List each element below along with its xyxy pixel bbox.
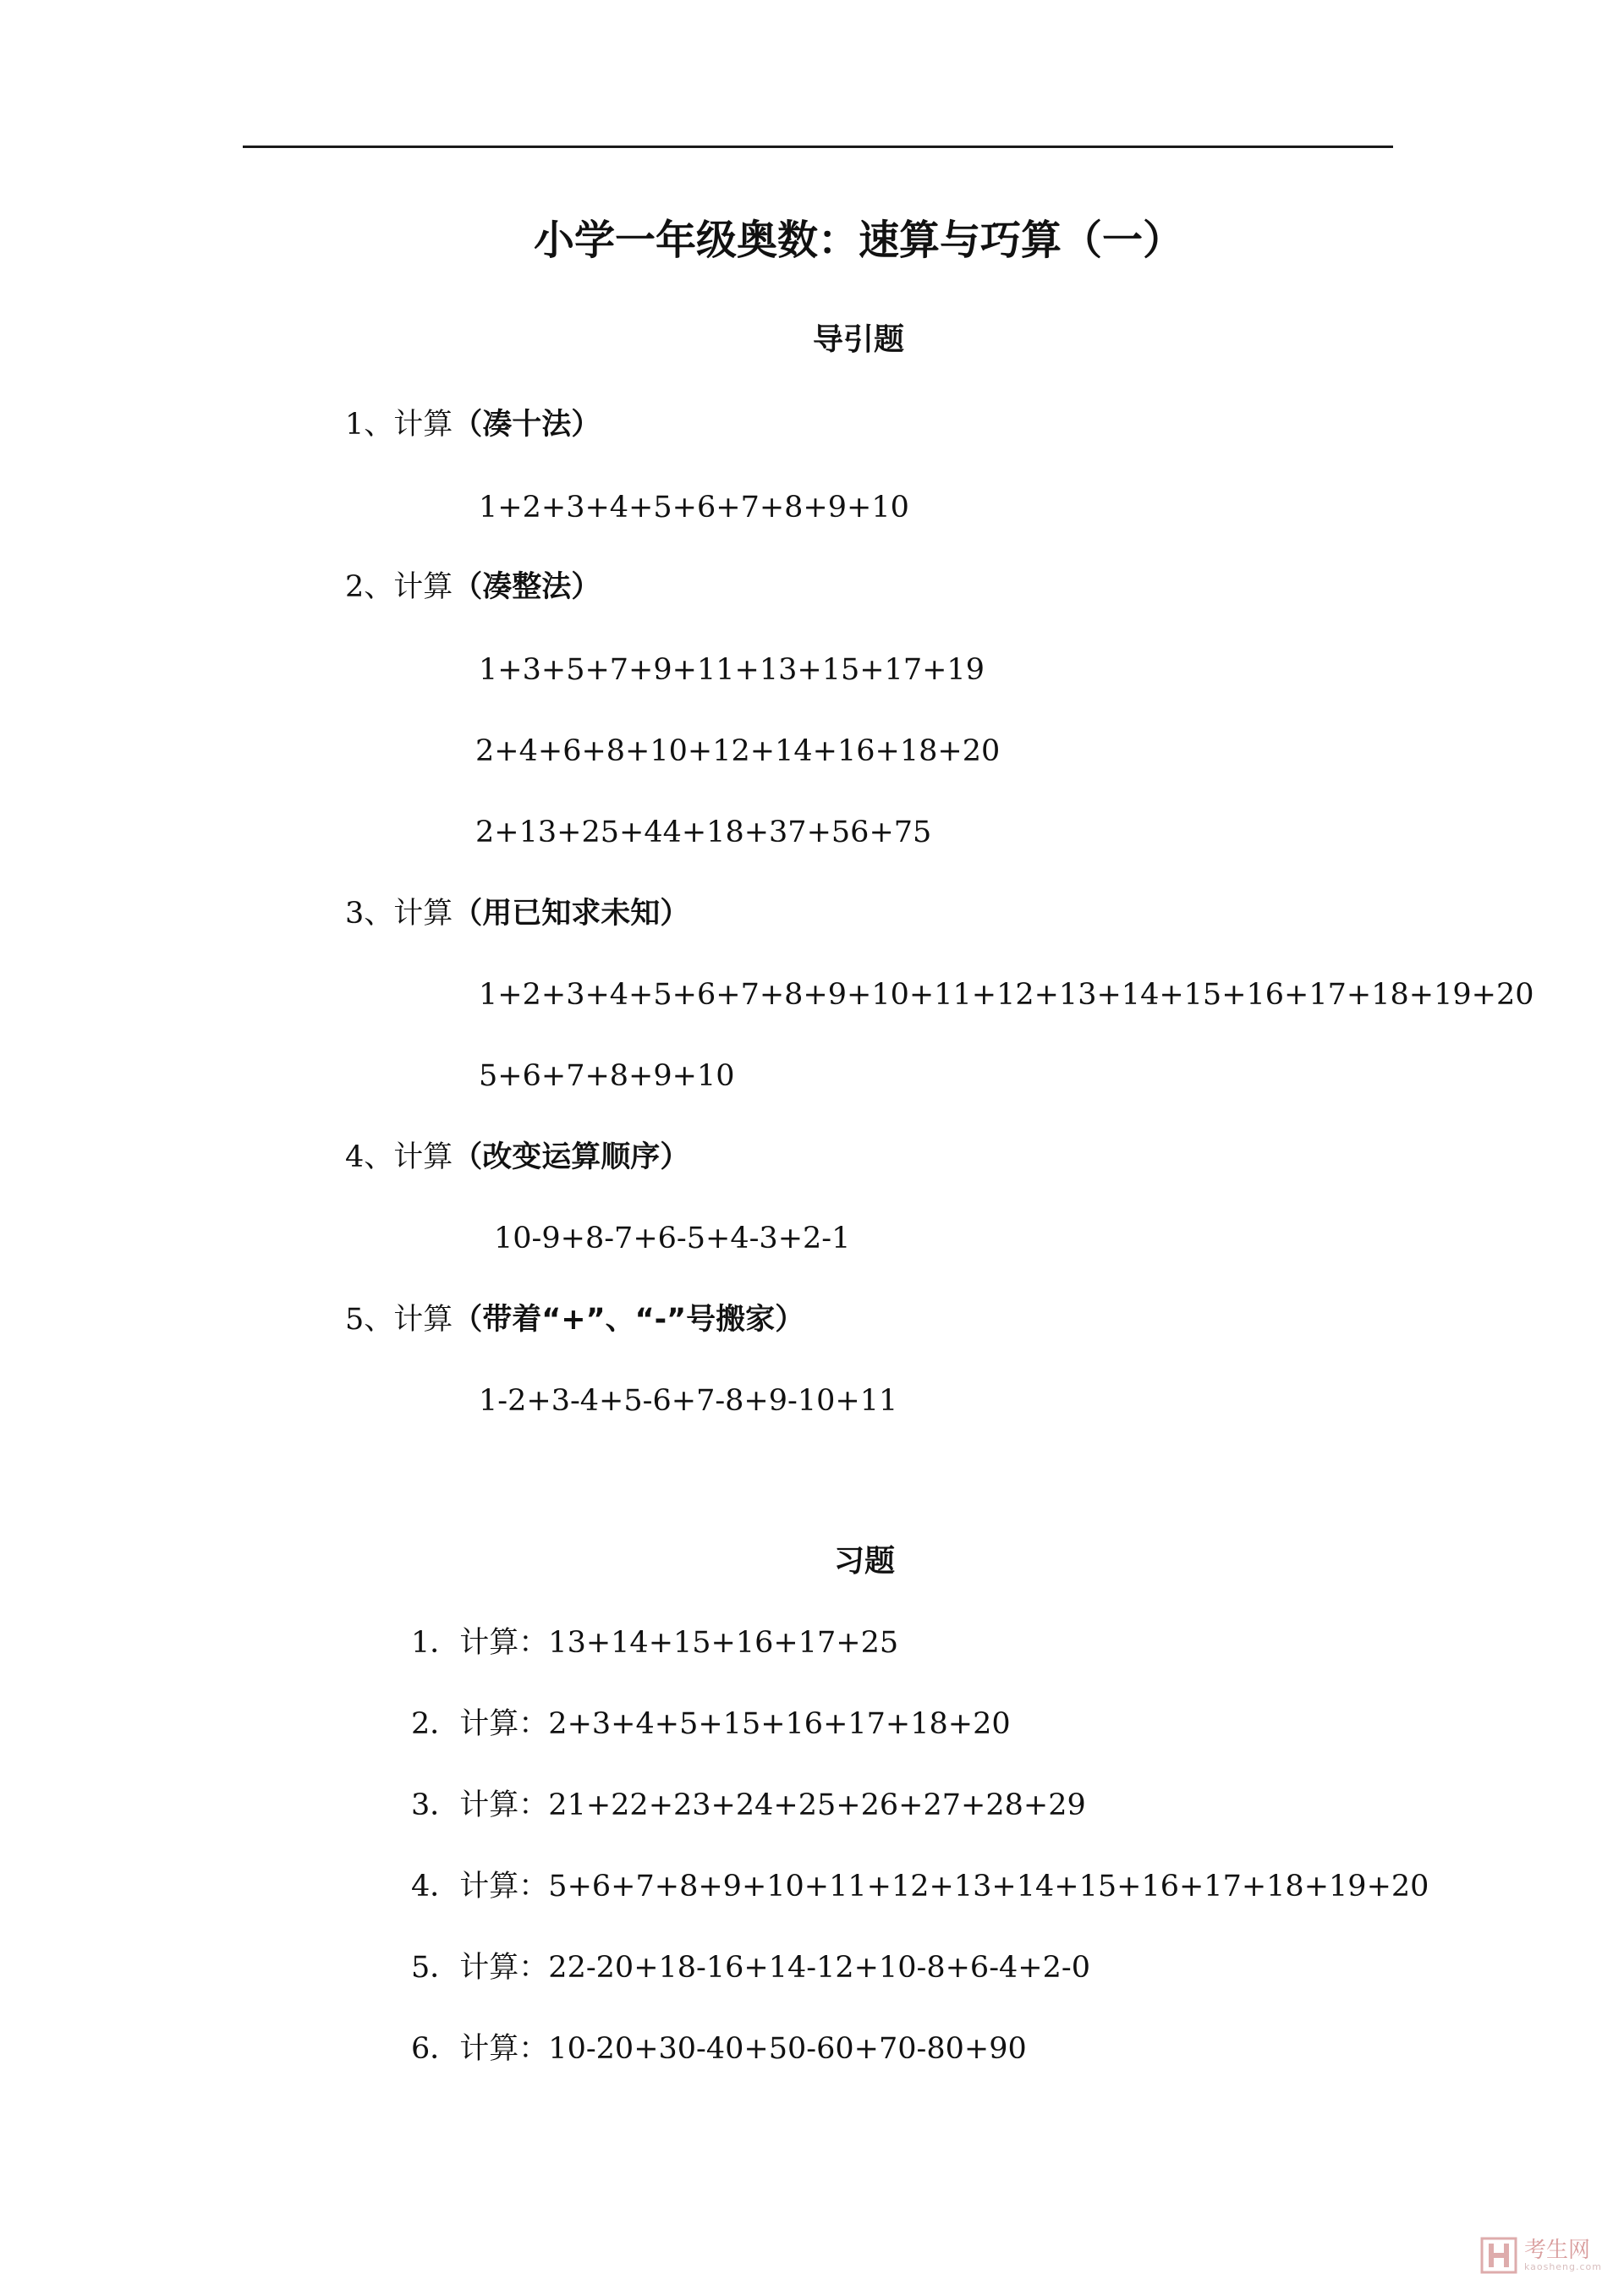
intro-question-5 — [345, 1299, 804, 1340]
intro-expression: 2+4+6+8+10+12+14+16+18+20 — [475, 734, 1001, 768]
exercise-item-4 — [411, 1866, 1429, 1907]
question-method: （改变运算顺序） — [453, 1140, 690, 1174]
intro-expression: 1+3+5+7+9+11+13+15+17+19 — [479, 653, 985, 687]
exercise-label: 计算： — [459, 1951, 549, 1985]
question-method: （凑整法） — [453, 570, 601, 604]
exercise-label: 计算： — [459, 1788, 549, 1822]
kaosheng-logo-icon — [1480, 2237, 1517, 2274]
intro-question-1 — [345, 404, 601, 445]
question-prefix: 计算 — [393, 897, 453, 931]
exercise-item-2 — [411, 1704, 1011, 1744]
question-prefix: 计算 — [393, 1140, 453, 1174]
exercise-number: 3． — [411, 1788, 460, 1822]
exercise-number: 4． — [411, 1870, 460, 1903]
page-title: 小学一年级奥数：速算与巧算（一） — [533, 217, 1183, 264]
exercise-expression: 21+22+23+24+25+26+27+28+29 — [548, 1788, 1086, 1822]
intro-question-2 — [345, 567, 601, 607]
exercise-label: 计算： — [459, 1626, 549, 1660]
watermark-text-block — [1524, 2238, 1602, 2272]
question-method: （带着“+”、“-”号搬家） — [453, 1303, 805, 1337]
intro-expression: 1+2+3+4+5+6+7+8+9+10+11+12+13+14+15+16+17+18+19+20 — [479, 978, 1534, 1012]
question-prefix: 计算 — [393, 570, 453, 604]
intro-question-3 — [345, 893, 689, 934]
intro-expression: 10-9+8-7+6-5+4-3+2-1 — [494, 1222, 851, 1255]
question-prefix: 计算 — [393, 1303, 453, 1337]
exercise-label: 计算： — [459, 1870, 549, 1903]
exercise-number: 6． — [411, 2032, 460, 2066]
question-prefix: 计算 — [393, 408, 453, 442]
exercise-expression: 22-20+18-16+14-12+10-8+6-4+2-0 — [548, 1951, 1090, 1985]
intro-expression: 5+6+7+8+9+10 — [479, 1059, 735, 1093]
exercise-expression: 10-20+30-40+50-60+70-80+90 — [548, 2032, 1027, 2066]
exercise-expression: 13+14+15+16+17+25 — [548, 1626, 899, 1660]
exercise-label: 计算： — [459, 2032, 549, 2066]
question-number: 5、 — [345, 1303, 394, 1337]
exercise-item-3 — [411, 1785, 1086, 1826]
exercise-item-5 — [411, 1947, 1090, 1988]
exercise-item-6 — [411, 2029, 1027, 2069]
question-number: 1、 — [345, 408, 394, 442]
question-number: 2、 — [345, 570, 394, 604]
exercise-expression: 5+6+7+8+9+10+11+12+13+14+15+16+17+18+19+20 — [548, 1870, 1429, 1903]
exercise-item-1 — [411, 1623, 898, 1663]
watermark-name: 考生网 — [1523, 2238, 1590, 2263]
exercise-label: 计算： — [459, 1707, 549, 1741]
question-method: （用已知求未知） — [453, 897, 690, 931]
exercises-heading: 习题 — [833, 1544, 895, 1579]
question-number: 4、 — [345, 1140, 394, 1174]
exercise-number: 1． — [411, 1626, 460, 1660]
top-rule — [243, 146, 1393, 148]
intro-expression: 1+2+3+4+5+6+7+8+9+10 — [479, 491, 909, 525]
intro-question-4 — [345, 1137, 689, 1178]
question-number: 3、 — [345, 897, 394, 931]
intro-expression: 2+13+25+44+18+37+56+75 — [475, 816, 932, 849]
watermark-url: kaosheng.com — [1523, 2261, 1602, 2272]
intro-heading: 导引题 — [812, 322, 904, 357]
watermark — [1480, 2237, 1602, 2274]
exercise-number: 5． — [411, 1951, 460, 1985]
exercise-expression: 2+3+4+5+15+16+17+18+20 — [548, 1707, 1011, 1741]
intro-expression: 1-2+3-4+5-6+7-8+9-10+11 — [479, 1384, 898, 1418]
question-method: （凑十法） — [453, 408, 601, 442]
exercise-number: 2． — [411, 1707, 460, 1741]
